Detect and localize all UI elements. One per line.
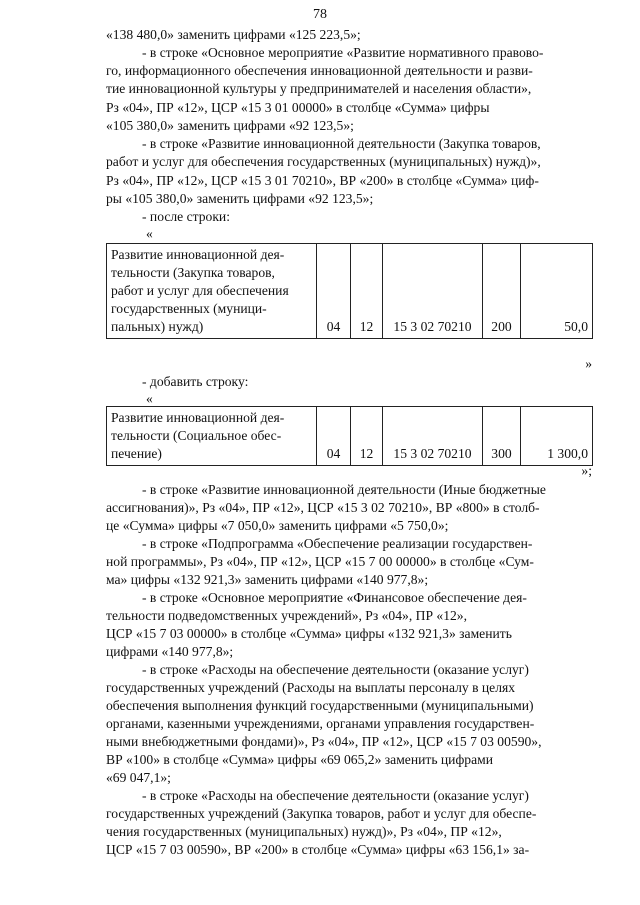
text-line: - после строки: <box>142 209 230 224</box>
text-line: Рз «04», ПР «12», ЦСР «15 3 01 00000» в столбце «Сумма» цифры <box>106 100 490 115</box>
sum-cell: 50,0 <box>521 244 593 339</box>
text-line: «69 047,1»; <box>106 770 171 785</box>
text-line: - в строке «Расходы на обеспечение деятельности (оказание услуг) <box>142 662 529 677</box>
text-line: ЦСР «15 7 03 00590», ВР «200» в столбце «Сумма» цифры «63 156,1» за- <box>106 842 530 857</box>
row-name-line: работ и услуг для обеспечения <box>111 283 289 298</box>
text-line: государственных учреждений (Расходы на выплаты персоналу в целях <box>106 680 516 695</box>
text-line: - в строке «Подпрограмма «Обеспечение реализации государствен- <box>142 536 533 551</box>
row-name-line: тельности (Закупка товаров, <box>111 265 275 280</box>
text-line: «105 380,0» заменить цифрами «92 123,5»; <box>106 118 354 133</box>
row-name-line: тельности (Социальное обес- <box>111 428 282 443</box>
pr-cell: 12 <box>351 407 383 466</box>
sum-cell: 1 300,0 <box>521 407 593 466</box>
text-line: це «Сумма» цифры «7 050,0» заменить цифрами «5 750,0»; <box>106 518 449 533</box>
rz-cell: 04 <box>317 407 351 466</box>
table-row <box>107 407 593 466</box>
text-line: - в строке «Развитие инновационной деятельности (Иные бюджетные <box>142 482 546 497</box>
text-line: ной программы», Рз «04», ПР «12», ЦСР «15 7 00 00000» в столбце «Сум- <box>106 554 534 569</box>
text-line: обеспечения выполнения функций государственными (муниципальными) <box>106 698 534 713</box>
table-row <box>107 244 593 339</box>
vr-cell: 300 <box>483 407 521 466</box>
page-number: 78 <box>313 7 327 22</box>
row-name-line: Развитие инновационной дея- <box>111 247 285 262</box>
text-line: го, информационного обеспечения инновационной деятельности и разви- <box>106 63 533 78</box>
row-name-cell <box>107 407 317 466</box>
rz-cell: 04 <box>317 244 351 339</box>
vr-cell: 200 <box>483 244 521 339</box>
text-line: ВР «100» в столбце «Сумма» цифры «69 065,2» заменить цифрами <box>106 752 493 767</box>
budget-table-new-row <box>106 406 593 466</box>
text-line: - добавить строку: <box>142 374 249 389</box>
text-line: работ и услуг для обеспечения государственных (муниципальных) нужд)», <box>106 154 541 169</box>
text-line: ассигнования)», Рз «04», ПР «12», ЦСР «15 3 02 70210», ВР «800» в столб- <box>106 500 540 515</box>
pr-cell: 12 <box>351 244 383 339</box>
text-line: цифрами «140 977,8»; <box>106 644 234 659</box>
text-line: тельности подведомственных учреждений», Рз «04», ПР «12», <box>106 608 467 623</box>
text-line: государственных учреждений (Закупка товаров, работ и услуг для обеспе- <box>106 806 537 821</box>
text-line: - в строке «Основное мероприятие «Развитие нормативного правово- <box>142 45 544 60</box>
text-line: Рз «04», ПР «12», ЦСР «15 3 01 70210», ВР «200» в столбце «Сумма» циф- <box>106 173 539 188</box>
quote-close: »; <box>581 463 592 478</box>
text-line: тие инновационной культуры у предпринимателей и населения области», <box>106 81 532 96</box>
quote-open: « <box>146 391 153 406</box>
quote-close: » <box>585 356 592 371</box>
csr-cell: 15 3 02 70210 <box>383 244 483 339</box>
text-line: - в строке «Основное мероприятие «Финансовое обеспечение дея- <box>142 590 527 605</box>
row-name-line: пальных) нужд) <box>111 319 204 334</box>
row-name-line: государственных (муници- <box>111 301 267 316</box>
quote-open: « <box>146 226 153 241</box>
text-line: «138 480,0» заменить цифрами «125 223,5»; <box>106 27 361 42</box>
text-line: ЦСР «15 7 03 00000» в столбце «Сумма» цифры «132 921,3» заменить <box>106 626 512 641</box>
text-line: ма» цифры «132 921,3» заменить цифрами «140 977,8»; <box>106 572 429 587</box>
row-name-line: печение) <box>111 446 162 461</box>
text-line: ры «105 380,0» заменить цифрами «92 123,5»; <box>106 191 374 206</box>
text-line: органами, казенными учреждениями, органами управления государствен- <box>106 716 535 731</box>
csr-cell: 15 3 02 70210 <box>383 407 483 466</box>
text-line: чения государственных (муниципальных) нужд)», Рз «04», ПР «12», <box>106 824 502 839</box>
text-line: - в строке «Расходы на обеспечение деятельности (оказание услуг) <box>142 788 529 803</box>
budget-table-existing-row <box>106 243 593 339</box>
row-name-cell <box>107 244 317 339</box>
text-line: ными внебюджетными фондами)», Рз «04», ПР «12», ЦСР «15 7 03 00590», <box>106 734 542 749</box>
row-name-line: Развитие инновационной дея- <box>111 410 285 425</box>
text-line: - в строке «Развитие инновационной деятельности (Закупка товаров, <box>142 136 541 151</box>
